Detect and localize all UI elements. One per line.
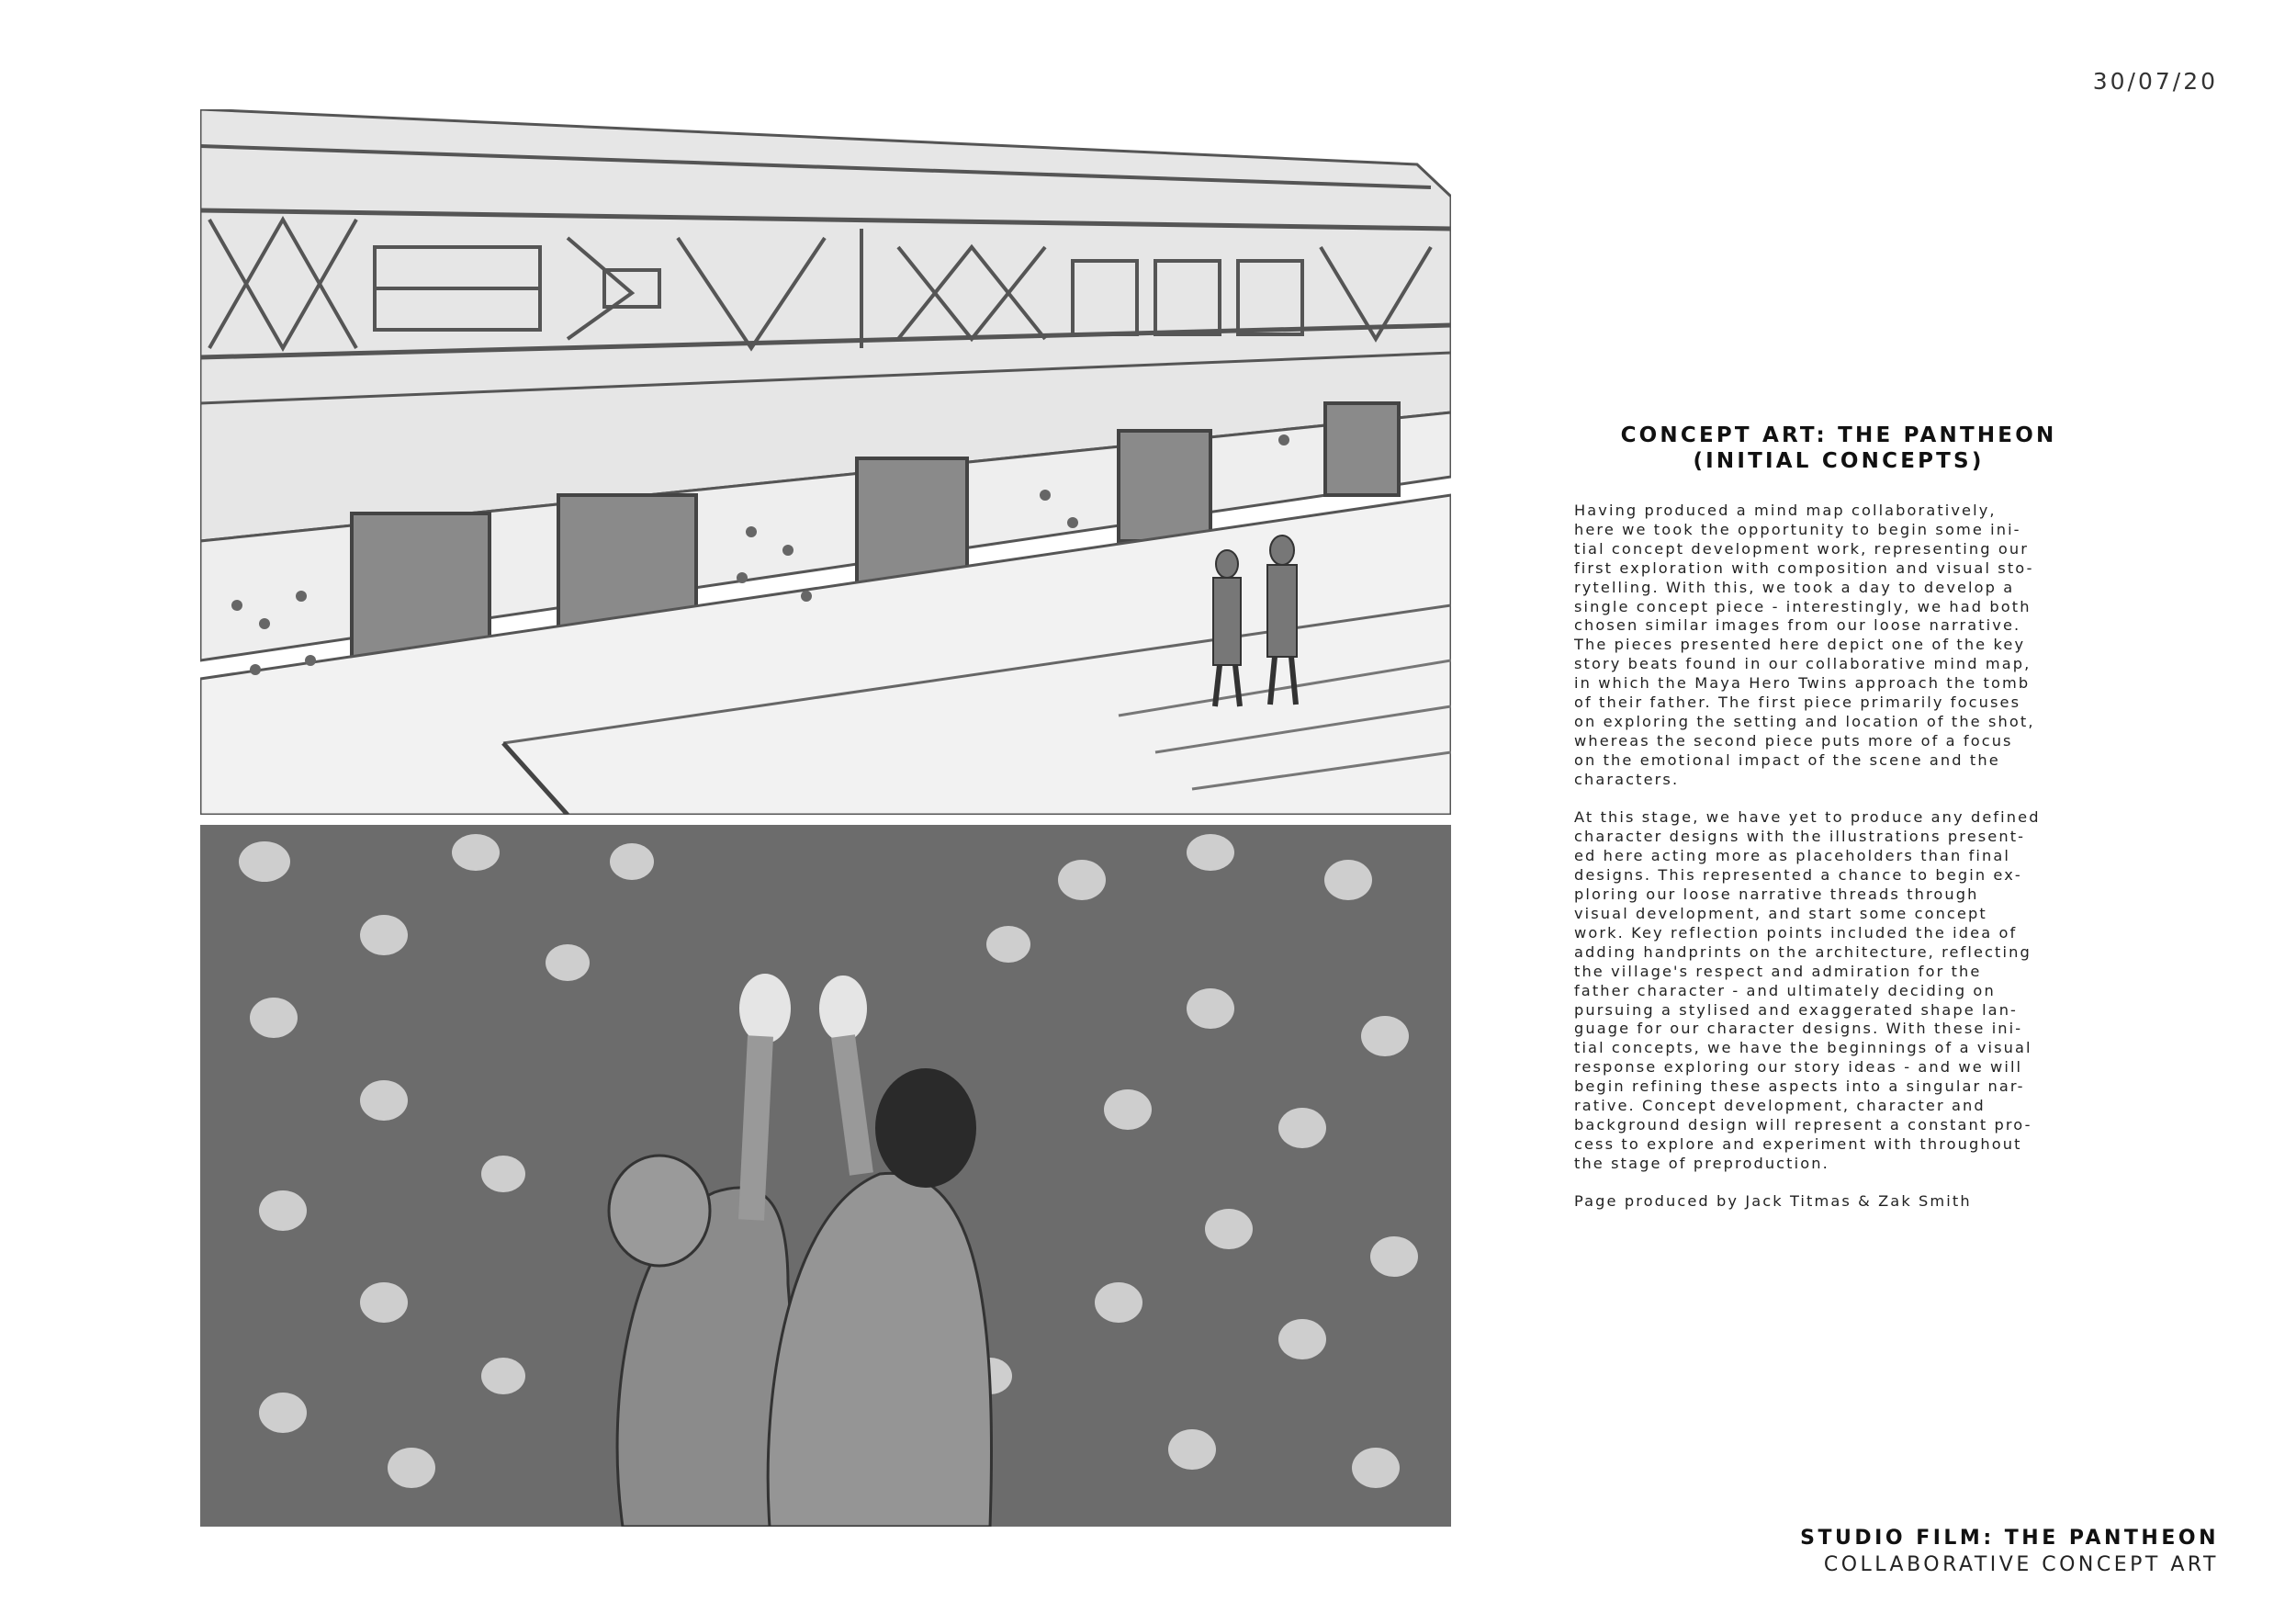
page-credit: Page produced by Jack Titmas & Zak Smith xyxy=(1574,1192,1972,1210)
body-paragraph-1: Having produced a mind map collaboratively, here we took the opportunity to begin some ini- tial concept development work, representing our first exploration with composition and visual sto- rytelling. With this, we took a day to develop a single concept piece - interestingly, we had both chosen similar images from our loose narrative. The pieces presented here depict one of the key story beats found in our collaborative mind map, in which the Maya Hero Twins approach the tomb of their father. The first piece primarily focuses on exploring the setting and location of the shot, whereas the second piece puts more of a focus on the emotional impact of the scene and the characters. xyxy=(1574,502,2035,788)
footer-title: STUDIO FILM: THE PANTHEON xyxy=(1800,1527,2219,1550)
concept-art-temple-image xyxy=(200,109,1451,815)
body-text xyxy=(1574,502,2102,1193)
footer-subtitle: COLLABORATIVE CONCEPT ART xyxy=(1823,1553,2219,1576)
page-heading xyxy=(1572,423,2105,474)
concept-art-twins-image xyxy=(200,825,1451,1527)
page-date: 30/07/20 xyxy=(2092,68,2218,95)
body-paragraph-2: At this stage, we have yet to produce any defined character designs with the illustrations present- ed here acting more as placeholders than final designs. This represented a chance to begin ex- ploring our loose narrative threads through visual development, and start some concept work. Key reflection points included the idea of adding handprints on the architecture, reflecting the village's respect and admiration for the father character - and ultimately deciding on pursuing a stylised and exaggerated shape lan- guage for our character designs. With these ini- tial concepts, we have the beginnings of a visual response exploring our story ideas - and we will begin refining these aspects into a singular nar- rative. Concept development, character and background design will represent a constant pro- cess to explore and experiment with throughout the stage of preproduction. xyxy=(1574,808,2041,1172)
twins-painting xyxy=(200,825,1451,1527)
heading-line-1: CONCEPT ART: THE PANTHEON xyxy=(1620,423,2057,447)
temple-sketch xyxy=(200,109,1451,815)
heading-line-2: (INITIAL CONCEPTS) xyxy=(1693,449,1985,473)
